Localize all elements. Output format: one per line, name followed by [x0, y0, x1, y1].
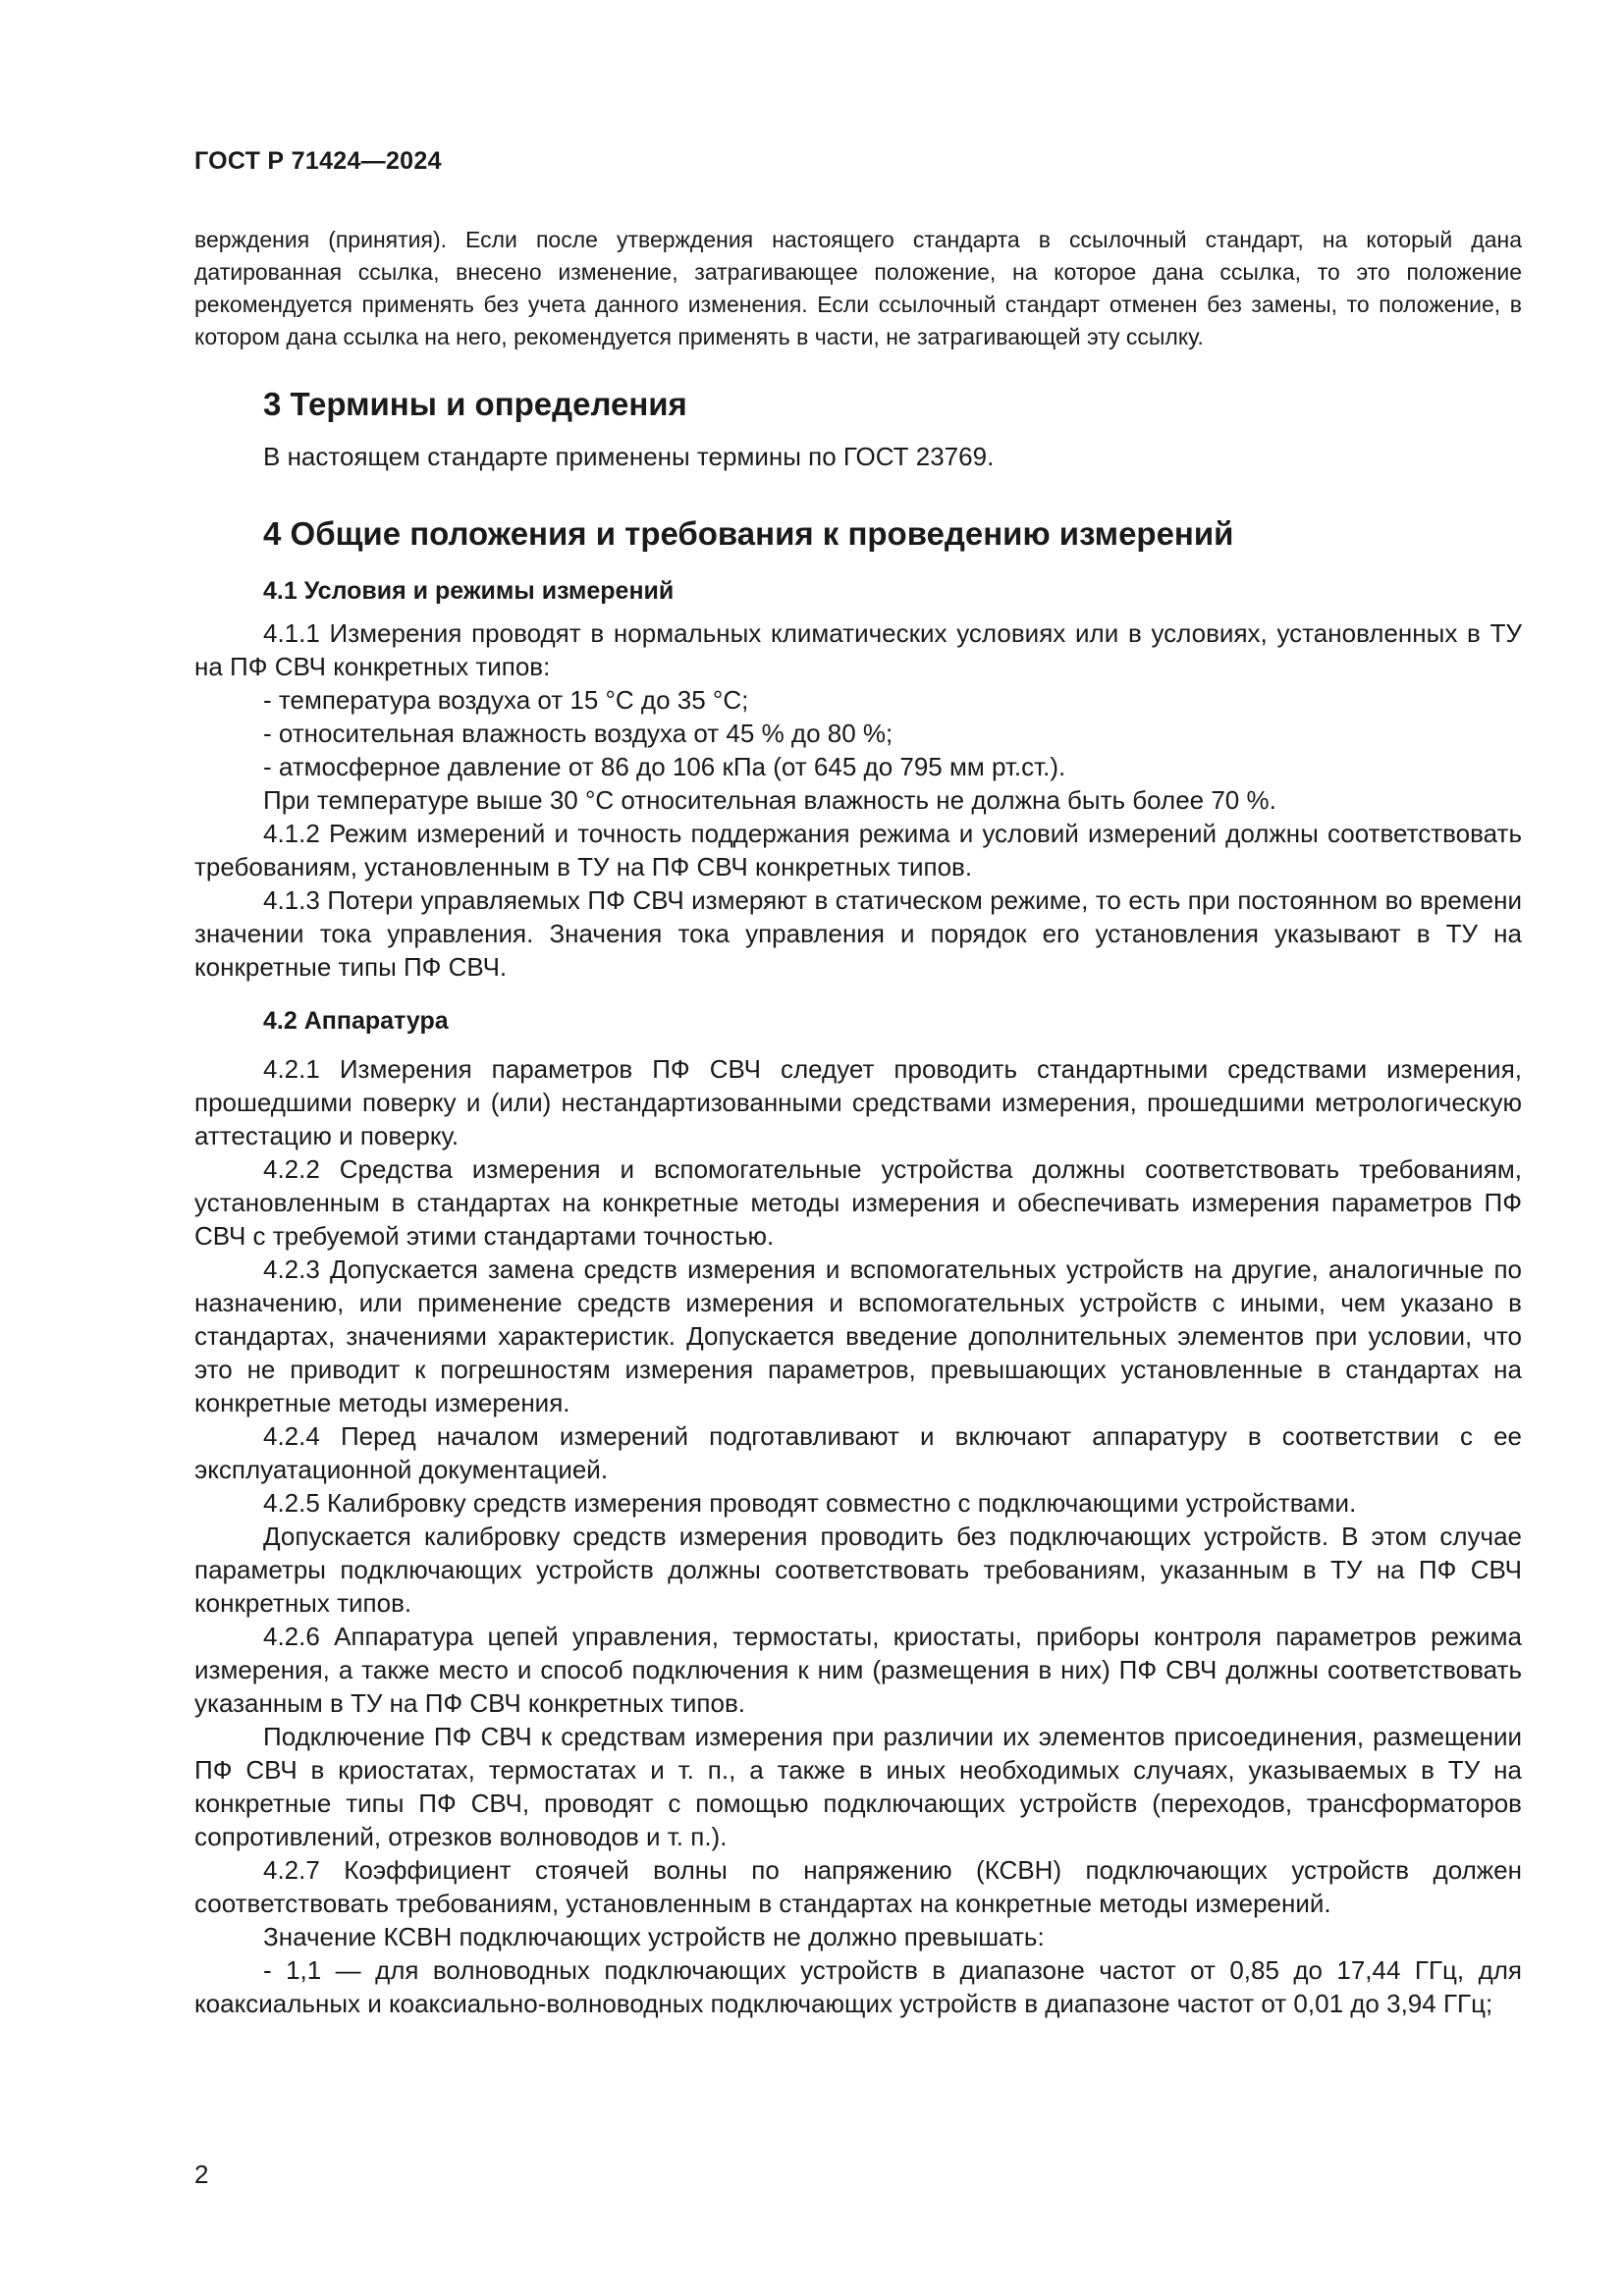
humidity-note: При температуре выше 30 °С относительная влажность не должна быть более 70 %. — [263, 785, 1276, 815]
intro-paragraph: верждения (принятия). Если после утверждения настоящего стандарта в ссылочный стандарт, на который дана датированная ссылка, внесено изменение, затрагивающее положение, на которое дана ссылка, то это положение рекомендуется применять без учета данного изменения. Если ссылочный стандарт отменен без замены, то положение, в котором дана ссылка на него, рекомендуется применять в части, не затрагивающей эту ссылку. — [194, 227, 1522, 349]
list-item: - 1,1 — для волноводных подключающих устройств в диапазоне частот от 0,85 до 17,44 ГГц, для коаксиальных и коаксиально-волноводных подключающих устройств в диапазоне частот от 0,01 до 3,94 ГГц; — [194, 1955, 1522, 2018]
paragraph-4-2-5: 4.2.5 Калибровку средств измерения проводят совместно с подключающими устройствами. — [263, 1488, 1357, 1518]
list-item: - относительная влажность воздуха от 45 % до 80 %; — [263, 719, 893, 748]
paragraph-4-2-6-continued: Подключение ПФ СВЧ к средствам измерения при различии их элементов присоединения, размещении ПФ СВЧ в криостатах, термостатах и т. п., а также в иных необходимых случаях, указываемых в ТУ на конкретные типы ПФ СВЧ, проводят с помощью подключающих устройств (переходов, трансформаторов сопротивлений, отрезков волноводов и т. п.). — [194, 1722, 1522, 1851]
section-3-title: 3 Термины и определения — [263, 386, 687, 422]
main-content — [194, 383, 1522, 2020]
paragraph-4-2-4: 4.2.4 Перед началом измерений подготавливают и включают аппаратуру в соответствии с ее эксплуатационной документацией. — [194, 1421, 1522, 1484]
section-3-text: В настоящем стандарте применены термины по ГОСТ 23769. — [263, 442, 995, 471]
subsection-4-2-title: 4.2 Аппаратура — [263, 1007, 449, 1035]
paragraph-4-2-1: 4.2.1 Измерения параметров ПФ СВЧ следует проводить стандартными средствами измерения, прошедшими поверку и (или) нестандартизованными средствами измерения, прошедшими метрологическую аттестацию и поверку. — [194, 1054, 1522, 1150]
list-item: - атмосферное давление от 86 до 106 кПа (от 645 до 795 мм рт.ст.). — [263, 752, 1066, 781]
paragraph-4-2-2: 4.2.2 Средства измерения и вспомогательные устройства должны соответствовать требованиям, установленным в стандартах на конкретные методы измерения и обеспечивать измерения параметров ПФ СВЧ с требуемой этими стандартами точностью. — [194, 1154, 1522, 1251]
paragraph-4-2-3: 4.2.3 Допускается замена средств измерения и вспомогательных устройств на другие, аналогичные по назначению, или применение средств измерения и вспомогательных устройств с иными, чем указано в стандартах, значениями характеристик. Допускается введение дополнительных элементов при условии, что это не приводит к погрешностям измерения параметров, превышающих установленные в стандартах на конкретные методы измерения. — [194, 1255, 1522, 1417]
paragraph-4-1-1: 4.1.1 Измерения проводят в нормальных климатических условиях или в условиях, установленных в ТУ на ПФ СВЧ конкретных типов: — [194, 618, 1522, 681]
paragraph-4-1-2: 4.1.2 Режим измерений и точность поддержания режима и условий измерений должны соответствовать требованиям, установленным в ТУ на ПФ СВЧ конкретных типов. — [194, 819, 1522, 881]
subsection-4-1-title: 4.1 Условия и режимы измерений — [263, 577, 675, 605]
paragraph-4-2-7: 4.2.7 Коэффициент стоячей волны по напряжению (КСВН) подключающих устройств должен соответствовать требованиям, установленным в стандартах на конкретные методы измерений. — [194, 1855, 1522, 1918]
paragraph-4-2-5-continued: Допускается калибровку средств измерения проводить без подключающих устройств. В этом случае параметры подключающих устройств должны соответствовать требованиям, указанным в ТУ на ПФ СВЧ конкретных типов. — [194, 1522, 1522, 1618]
list-item: - температура воздуха от 15 °С до 35 °С; — [263, 685, 749, 715]
paragraph-4-2-7-limit: Значение КСВН подключающих устройств не должно превышать: — [263, 1922, 1045, 1951]
paragraph-4-1-3: 4.1.3 Потери управляемых ПФ СВЧ измеряют в статическом режиме, то есть при постоянном во времени значении тока управления. Значения тока управления и порядок его установления указывают в ТУ на конкретные типы ПФ СВЧ. — [194, 885, 1522, 982]
section-4-title: 4 Общие положения и требования к проведению измерений — [263, 515, 1234, 552]
paragraph-4-2-6: 4.2.6 Аппаратура цепей управления, термостаты, криостаты, приборы контроля параметров режима измерения, а также место и способ подключения к ним (размещения в них) ПФ СВЧ должны соответствовать указанным в ТУ на ПФ СВЧ конкретных типов. — [194, 1622, 1522, 1718]
page-number: 2 — [194, 2160, 209, 2189]
document-header: ГОСТ Р 71424—2024 — [194, 147, 442, 175]
